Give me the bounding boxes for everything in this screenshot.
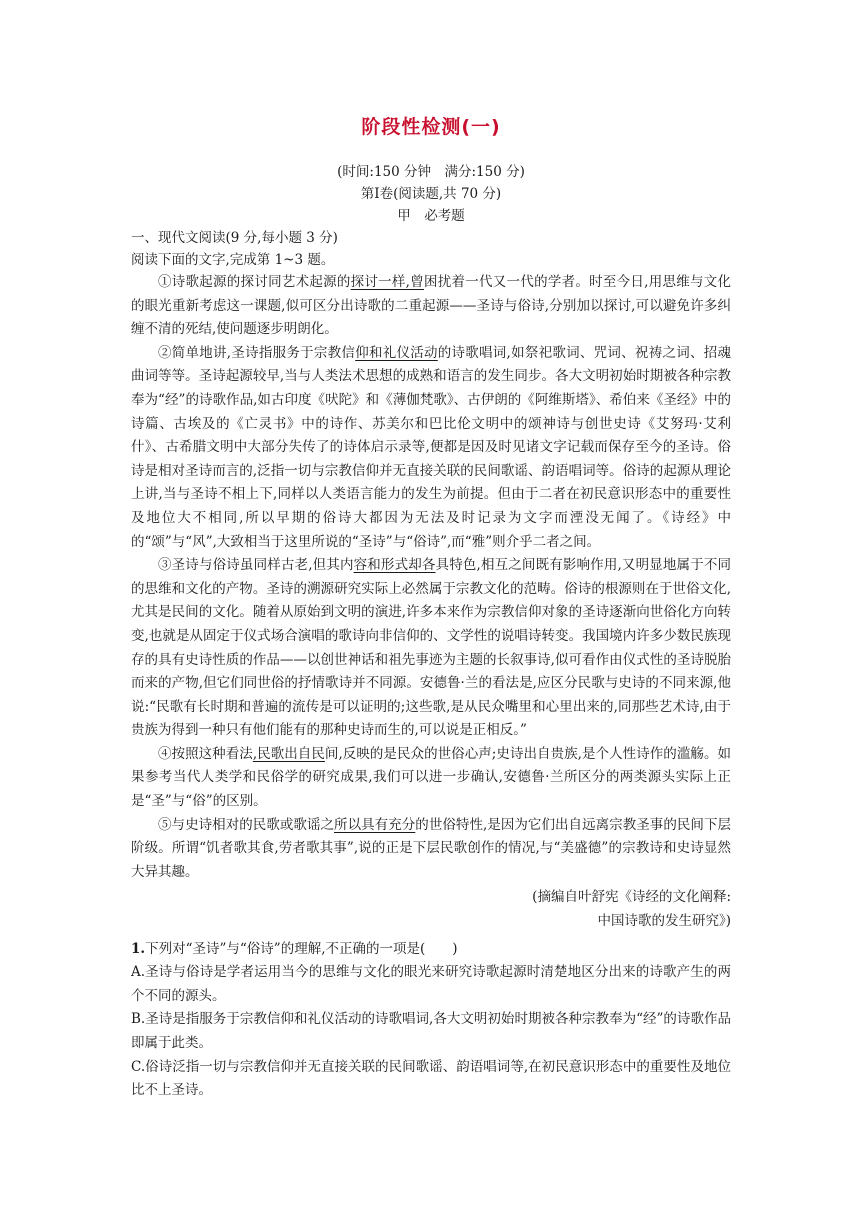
option-b[interactable]: B.圣诗是指服务于宗教信仰和礼仪活动的诗歌唱词,各大文明初始时期被各种宗教奉为“经”的诗歌作品即属于此类。 (131, 1011, 731, 1051)
time-info: (时间:150 分钟 满分:150 分) (337, 164, 525, 180)
exam-page (131, 112, 731, 1103)
source-citation: (摘编自叶舒宪《诗经的文化阐释: 中国诗歌的发生研究》) (532, 889, 731, 930)
volume-heading: 第Ⅰ卷(阅读题,共 70 分) (360, 186, 502, 202)
question-stem: 1.下列对“圣诗”与“俗诗”的理解,不正确的一项是( ) (131, 940, 458, 957)
passage-paragraph-5: ⑤与史诗相对的民歌或歌谣之所以具有充分的世俗特性,是因为它们出自远离宗教圣事的民间下层阶级。所谓“饥者歌其食,劳者歌其事”,说的正是下层民歌创作的情况,与“美盛德”的宗教诗和史诗显然大异其趣。 (131, 816, 732, 880)
question-1 (131, 938, 731, 1103)
section-label: 甲 必考题 (397, 208, 465, 224)
reading-instruction: 阅读下面的文字,完成第 1~3 题。 (131, 252, 335, 268)
passage-paragraph-4: ④按照这种看法,民歌出自民间,反映的是民众的世俗心声;史诗出自贵族,是个人性诗作的滥觞。如果参考当代人类学和民俗学的研究成果,我们可以进一步确认,安德鲁·兰所区分的两类源头实际上正是“圣”与“俗”的区别。 (131, 745, 731, 810)
page-title: 阶段性检测(一) (361, 116, 501, 138)
part-heading: 一、现代文阅读(9 分,每小题 3 分) (131, 230, 338, 246)
question-number: 1. (131, 940, 146, 957)
underlined-phrase: 容和形式却各 (353, 557, 436, 574)
underlined-phrase: 探讨一样,曾 (350, 274, 424, 290)
passage-paragraph-3: ③圣诗与俗诗虽同样古老,但其内容和形式却各具特色,相互之间既有影响作用,又明显地属于不同的思维和文化的产物。圣诗的溯源研究实际上必然属于宗教文化的范畴。俗诗的根源则在于世俗文化,尤其是民间的文化。随着从原始到文明的演进,许多本来作为宗教信仰对象的圣诗逐渐向世俗化方向转变,也就是从固定于仪式场合演唱的歌诗向非信仰的、文学性的说唱诗转变。我国境内许多少数民族现存的具有史诗性质的作品——以创世神话和祖先事迹为主题的长叙事诗,似可看作由仪式性的圣诗脱胎而来的产物,但它们同世俗的抒情歌诗并不同源。安德鲁·兰的看法是,应区分民歌与史诗的不同来源,他说:“民歌有长时期和普遍的流传是可以证明的;这些歌,是从民众嘴里和心里出来的,同那些艺术诗,由于贵族为得到一种只有他们能有的那种史诗而生的,可以说是正相反。” (131, 557, 732, 739)
passage-paragraph-2: ②简单地讲,圣诗指服务于宗教信仰和礼仪活动的诗歌唱词,如祭祀歌词、咒词、祝祷之词、招魂曲词等等。圣诗起源较早,当与人类法术思想的成熟和语言的发生同步。各大文明初始时期被各种宗教奉为“经”的诗歌作品,如古印度《吠陀》和《薄伽梵歌》、古伊朗的《阿维斯塔》、希伯来《圣经》中的诗篇、古埃及的《亡灵书》中的诗作、苏美尔和巴比伦文明中的颂神诗与创世史诗《艾努玛·艾利什》、古希腊文明中大部分失传了的诗体启示录等,便都是因及时见诸文字记载而保存至今的圣诗。俗诗是相对圣诗而言的,泛指一切与宗教信仰并无直接关联的民间歌谣、韵语唱词等。俗诗的起源从理论上讲,当与圣诗不相上下,同样以人类语言能力的发生为前提。但由于二者在初民意识形态中的重要性及地位大不相同,所以早期的俗诗大都因为无法及时记录为文字而湮没无闻了。《诗经》中的“颂”与“风”,大致相当于这里所说的“圣诗”与“俗诗”,而“雅”则介乎二者之间。 (131, 344, 731, 550)
option-c[interactable]: C.俗诗泛指一切与宗教信仰并无直接关联的民间歌谣、韵语唱词等,在初民意识形态中的重要性及地位比不上圣诗。 (131, 1058, 731, 1099)
underlined-phrase: 仰和礼仪活动 (355, 344, 438, 361)
passage-paragraph-1: ①诗歌起源的探讨同艺术起源的探讨一样,曾困扰着一代又一代的学者。时至今日,用思维与文化的眼光重新考虑这一课题,似可区分出诗歌的二重起源——圣诗与俗诗,分别加以探讨,可以避免许多纠缠不清的死结,使问题逐步明朗化。 (131, 274, 732, 338)
option-a[interactable]: A.圣诗与俗诗是学者运用当今的思维与文化的眼光来研究诗歌起源时清楚地区分出来的诗歌产生的两个不同的源头。 (131, 964, 731, 1004)
underlined-phrase: 所以具有充分 (334, 816, 416, 833)
reading-passage (131, 271, 731, 934)
underlined-phrase: ,民歌出自民 (252, 745, 325, 762)
